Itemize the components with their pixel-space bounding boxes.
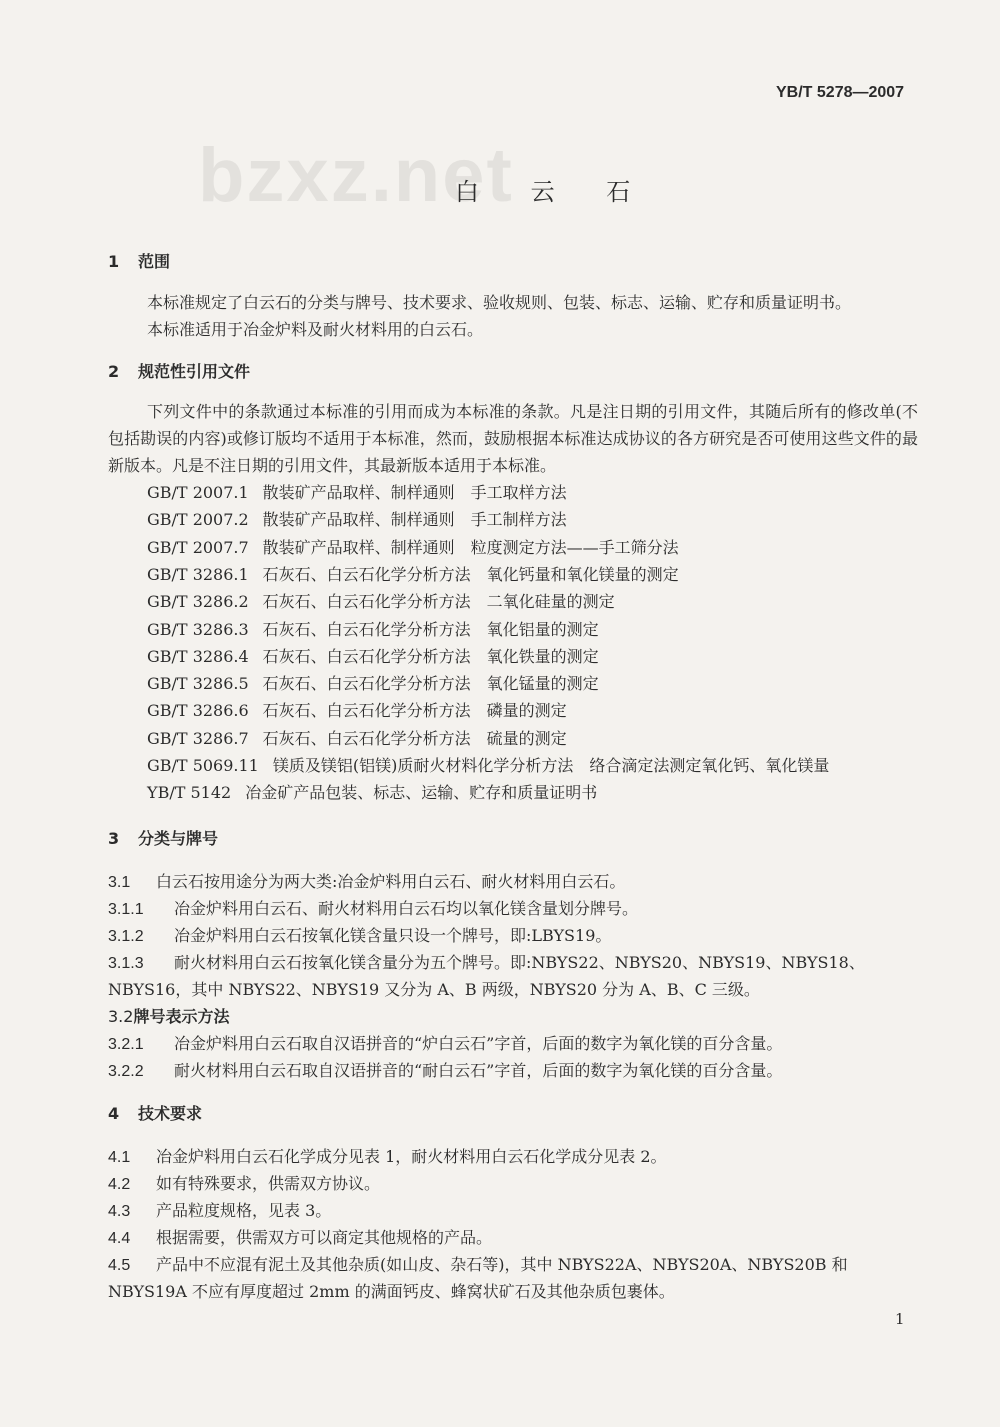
reference-title: 石灰石、白云石化学分析方法 磷量的测定 [262,701,567,721]
clause-text: 冶金炉料用白云石取自汉语拼音的“炉白云石”字首，后面的数字为氧化镁的百分含量。 [174,1034,783,1053]
clause-4-2 [108,1171,380,1194]
reference-title: 镁质及镁铝(铝镁)质耐火材料化学分析方法 络合滴定法测定氧化钙、氧化镁量 [272,756,830,775]
section-title: 分类与牌号 [138,829,219,848]
clause-4-5-continuation: NBYS19A 不应有厚度超过 2mm 的满面钙皮、蜂窝状矿石及其他杂质包裹体。 [108,1282,675,1301]
clause-number: 3.1.3 [108,955,144,972]
clause-4-5 [108,1252,848,1275]
section-2-heading [108,359,250,382]
reference-code: GB/T 3286.4 [147,646,249,666]
standard-code: YB/T 5278—2007 [776,84,905,101]
section-1-heading [108,249,170,272]
reference-item [147,726,567,749]
section-number: 2 [108,362,120,381]
clause-title: 牌号表示方法 [133,1007,230,1026]
clause-3-1 [108,869,625,892]
reference-title: 散装矿产品取样、制样通则 粒度测定方法——手工筛分法 [262,537,679,557]
clause-number: 3.1 [108,874,131,891]
paragraph: 本标准适用于冶金炉料及耐火材料用的白云石。 [147,320,484,339]
section-3-heading [108,826,218,849]
clause-4-3 [108,1198,331,1221]
reference-code: GB/T 3286.1 [147,564,249,584]
clause-text: 根据需要，供需双方可以商定其他规格的产品。 [156,1228,493,1247]
clause-3-2-1 [108,1031,782,1054]
clause-number: 3.2.1 [108,1036,144,1053]
reference-item [147,589,615,612]
clause-number: 4.3 [108,1203,131,1220]
clause-number: 3.1.1 [108,901,144,918]
reference-item [147,753,829,776]
reference-title: 散装矿产品取样、制样通则 手工制样方法 [262,510,567,530]
reference-code: GB/T 2007.7 [147,537,249,557]
clause-text: 产品粒度规格，见表 3。 [156,1201,332,1220]
reference-item [147,698,567,721]
reference-item [147,617,599,640]
clause-text: 冶金炉料用白云石化学成分见表 1，耐火材料用白云石化学成分见表 2。 [156,1147,667,1166]
reference-code: GB/T 5069.11 [147,756,259,775]
reference-item [147,780,597,803]
section-number: 4 [108,1104,120,1123]
clause-number: 4.2 [108,1176,131,1193]
clause-3-1-2 [108,923,611,946]
clause-text: 如有特殊要求，供需双方协议。 [156,1174,381,1193]
reference-item [147,644,599,667]
reference-title: 石灰石、白云石化学分析方法 二氧化硅量的测定 [262,592,615,612]
clause-text: 耐火材料用白云石取自汉语拼音的“耐白云石”字首，后面的数字为氧化镁的百分含量。 [174,1061,783,1080]
section-4-heading [108,1101,202,1124]
reference-item [147,671,599,694]
clause-number: 3.2.2 [108,1063,144,1080]
clause-text: 冶金炉料用白云石、耐火材料用白云石均以氧化镁含量划分牌号。 [174,899,639,918]
paragraph: 下列文件中的条款通过本标准的引用而成为本标准的条款。凡是注日期的引用文件，其随后所有的修改单(不包括勘误的内容)或修订版均不适用于本标准，然而，鼓励根据本标准达成协议的各方研究是否可使用这些文件的最新版本。凡是不注日期的引用文件，其最新版本适用于本标准。 [108,402,918,475]
clause-3-1-1 [108,896,638,919]
clause-4-1 [108,1144,667,1167]
clause-3-2-2 [108,1058,782,1081]
reference-code: GB/T 3286.6 [147,701,249,721]
clause-3-1-3 [108,950,865,973]
clause-number: 3.2 [108,1007,134,1026]
reference-item [147,507,567,530]
reference-title: 散装矿产品取样、制样通则 手工取样方法 [262,483,567,502]
clause-number: 4.4 [108,1230,131,1247]
reference-code: GB/T 2007.2 [147,510,249,530]
reference-item [147,535,679,558]
reference-code: GB/T 3286.2 [147,592,249,612]
clause-4-4 [108,1225,492,1248]
clause-number: 3.1.2 [108,928,144,945]
page-title: 白 云 石 [455,178,653,206]
clause-text: 耐火材料用白云石按氧化镁含量分为五个牌号。即:NBYS22、NBYS20、NBYS19、NBYS18、 [174,953,865,972]
clause-3-1-3-continuation: NBYS16，其中 NBYS22、NBYS19 又分为 A、B 两级，NBYS20 分为 A、B、C 三级。 [108,980,760,999]
reference-code: GB/T 3286.3 [147,619,249,639]
section-number: 1 [108,252,120,271]
section-title: 技术要求 [138,1104,203,1123]
clause-number: 4.5 [108,1257,131,1274]
clause-3-2-heading [108,1004,229,1027]
clause-text: 白云石按用途分为两大类:冶金炉料用白云石、耐火材料用白云石。 [156,872,626,891]
reference-code: GB/T 2007.1 [147,483,249,502]
section-title: 规范性引用文件 [138,362,251,381]
reference-item [147,562,679,585]
reference-title: 石灰石、白云石化学分析方法 氧化铝量的测定 [262,619,599,639]
clause-number: 4.1 [108,1149,131,1166]
reference-title: 石灰石、白云石化学分析方法 氧化锰量的测定 [262,674,599,694]
paragraph: 本标准规定了白云石的分类与牌号、技术要求、验收规则、包装、标志、运输、贮存和质量证明书。 [147,293,852,312]
section-number: 3 [108,829,120,848]
reference-title: 冶金矿产品包装、标志、运输、贮存和质量证明书 [245,783,598,803]
reference-code: YB/T 5142 [147,783,232,803]
section-title: 范围 [138,252,171,271]
clause-text: 冶金炉料用白云石按氧化镁含量只设一个牌号，即:LBYS19。 [174,926,612,945]
page-number: 1 [895,1310,905,1328]
reference-code: GB/T 3286.7 [147,728,249,748]
reference-title: 石灰石、白云石化学分析方法 硫量的测定 [262,728,567,748]
reference-title: 石灰石、白云石化学分析方法 氧化钙量和氧化镁量的测定 [262,564,679,584]
clause-text: 产品中不应混有泥土及其他杂质(如山皮、杂石等)，其中 NBYS22A、NBYS20A、NBYS20B 和 [156,1255,848,1274]
watermark: bzxz.net [198,133,514,218]
reference-title: 石灰石、白云石化学分析方法 氧化铁量的测定 [262,646,599,666]
reference-item [147,480,567,503]
reference-code: GB/T 3286.5 [147,674,249,694]
